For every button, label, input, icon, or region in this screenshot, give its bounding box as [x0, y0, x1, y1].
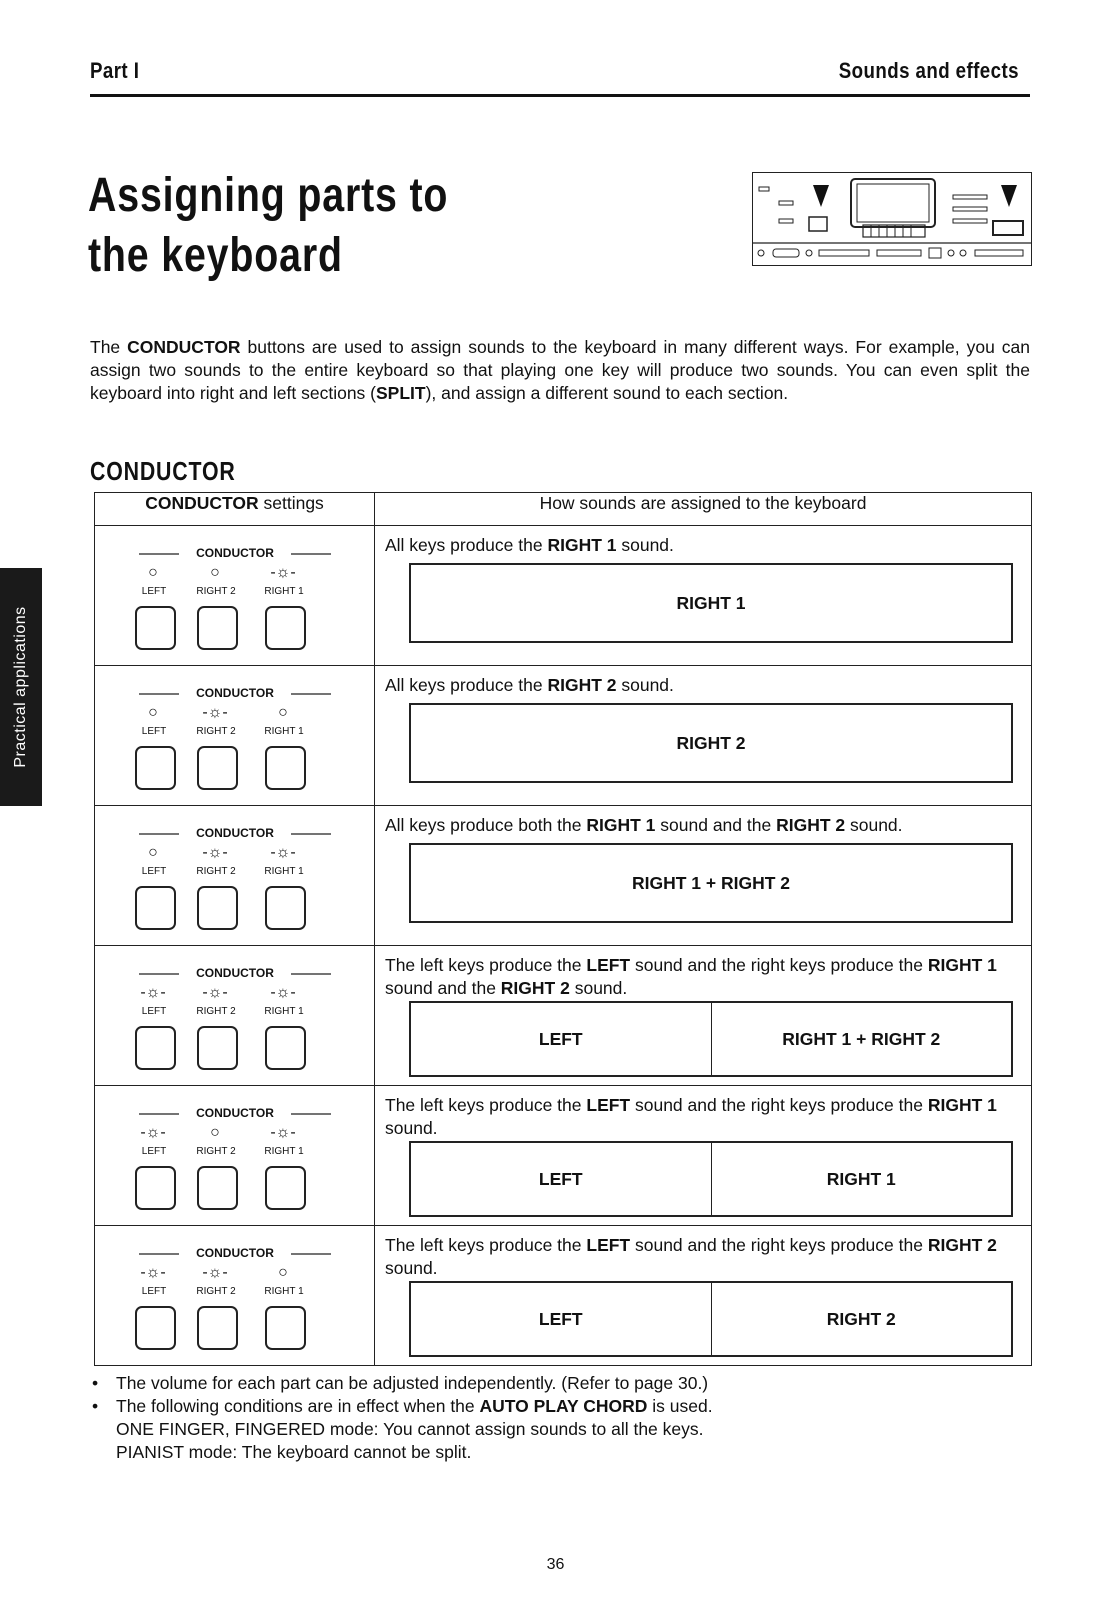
button-label: LEFT: [141, 866, 167, 877]
header-part: Part I: [90, 58, 140, 83]
note-volume: • The volume for each part can be adjusted independently. (Refer to page 30.): [92, 1373, 709, 1393]
conductor-setting-cell: [95, 1226, 375, 1366]
button-label: RIGHT 1: [264, 1286, 304, 1297]
notes: [92, 1372, 1032, 1464]
indicator-off-icon: ○: [148, 564, 158, 581]
keyboard-section-label: RIGHT 2: [676, 732, 746, 753]
button-label: RIGHT 1: [264, 1146, 304, 1157]
conductor-diagram: [135, 820, 335, 935]
conductor-button[interactable]: [135, 606, 176, 650]
assignment-cell: [375, 666, 1032, 806]
indicator-lit-icon: -☼-: [140, 1264, 166, 1281]
assignment-cell: [375, 1226, 1032, 1366]
conductor-button[interactable]: [265, 1166, 306, 1210]
table-header-assignment: How sounds are assigned to the keyboard: [375, 493, 1032, 526]
indicator-off-icon: ○: [210, 1124, 220, 1141]
assignment-description: The left keys produce the LEFT sound and the right keys produce the RIGHT 1 sound.: [385, 1095, 997, 1138]
table-header-settings: CONDUCTOR settings: [95, 493, 375, 526]
table-row: [95, 526, 1032, 666]
page-title-line1: Assigning parts to: [88, 169, 449, 222]
conductor-button[interactable]: [135, 1166, 176, 1210]
conductor-button[interactable]: [197, 1166, 238, 1210]
intro-paragraph: The CONDUCTOR buttons are used to assign sounds to the keyboard in many different ways. For example, you can assign two sounds to the entire keyboard so that playing one key will produce two sounds. You can even split the keyboard into right and left sections (SPLIT), and assign a different sound to each section.: [90, 337, 1030, 403]
section-heading: CONDUCTOR: [90, 456, 236, 486]
conductor-button[interactable]: [265, 606, 306, 650]
conductor-setting-cell: [95, 526, 375, 666]
conductor-label: CONDUCTOR: [196, 966, 274, 980]
conductor-button[interactable]: [197, 886, 238, 930]
conductor-button[interactable]: [265, 1026, 306, 1070]
indicator-lit-icon: -☼-: [270, 844, 296, 861]
page-number: 36: [546, 1556, 565, 1573]
assignment-cell: [375, 526, 1032, 666]
keyboard-section-label: LEFT: [538, 1308, 583, 1329]
conductor-button[interactable]: [265, 746, 306, 790]
keyboard-diagram: [409, 563, 1013, 643]
note-fingered: ONE FINGER, FINGERED mode: You cannot assign sounds to all the keys.: [116, 1419, 704, 1439]
conductor-button[interactable]: [197, 746, 238, 790]
indicator-lit-icon: -☼-: [270, 984, 296, 1001]
conductor-button[interactable]: [265, 886, 306, 930]
conductor-diagram: [135, 1100, 335, 1215]
control-panel-icon: [753, 173, 1031, 265]
note-pianist: PIANIST mode: The keyboard cannot be split.: [116, 1442, 472, 1462]
indicator-off-icon: ○: [278, 704, 288, 721]
assignment-description: All keys produce the RIGHT 1 sound.: [385, 535, 674, 555]
indicator-off-icon: ○: [210, 564, 220, 581]
conductor-label: CONDUCTOR: [196, 686, 274, 700]
button-label: RIGHT 1: [264, 1006, 304, 1017]
keyboard-section-label: RIGHT 2: [711, 1283, 1012, 1355]
button-label: LEFT: [141, 1146, 167, 1157]
conductor-table: [94, 492, 1032, 1366]
keyboard-section-label: RIGHT 1: [676, 592, 746, 613]
table-row: [95, 946, 1032, 1086]
control-panel-illustration: [752, 172, 1032, 266]
button-label: RIGHT 2: [196, 1286, 236, 1297]
assignment-description: All keys produce the RIGHT 2 sound.: [385, 675, 674, 695]
conductor-setting-cell: [95, 946, 375, 1086]
button-label: LEFT: [141, 726, 167, 737]
indicator-lit-icon: -☼-: [202, 1264, 228, 1281]
conductor-button[interactable]: [197, 606, 238, 650]
button-label: RIGHT 2: [196, 1006, 236, 1017]
button-label: LEFT: [141, 1286, 167, 1297]
button-label: RIGHT 2: [196, 866, 236, 877]
conductor-button[interactable]: [135, 1026, 176, 1070]
indicator-lit-icon: -☼-: [202, 704, 228, 721]
keyboard-diagram: [409, 1141, 1013, 1217]
conductor-button[interactable]: [135, 886, 176, 930]
keyboard-diagram: [409, 1001, 1013, 1077]
indicator-off-icon: ○: [278, 1264, 288, 1281]
header-rule: [90, 94, 1030, 97]
table-row: [95, 1226, 1032, 1366]
keyboard-section-label: LEFT: [538, 1168, 583, 1189]
indicator-lit-icon: -☼-: [270, 564, 296, 581]
conductor-setting-cell: [95, 806, 375, 946]
table-header-row: [95, 493, 1032, 526]
page-title-line2: the keyboard: [88, 229, 343, 282]
conductor-diagram: [135, 680, 335, 795]
keyboard-section-label: RIGHT 1 + RIGHT 2: [631, 872, 790, 893]
button-label: LEFT: [141, 1006, 167, 1017]
button-label: RIGHT 2: [196, 726, 236, 737]
button-label: RIGHT 1: [264, 586, 304, 597]
assignment-description: The left keys produce the LEFT sound and the right keys produce the RIGHT 1 sound and the RIGHT 2 sound.: [385, 955, 997, 998]
table-row: [95, 806, 1032, 946]
assignment-cell: [375, 946, 1032, 1086]
button-label: RIGHT 1: [264, 866, 304, 877]
table-row: [95, 666, 1032, 806]
conductor-button[interactable]: [265, 1306, 306, 1350]
indicator-off-icon: ○: [148, 704, 158, 721]
button-label: RIGHT 1: [264, 726, 304, 737]
keyboard-section-label: RIGHT 1: [711, 1143, 1012, 1215]
conductor-diagram: [135, 540, 335, 655]
indicator-off-icon: ○: [148, 844, 158, 861]
side-tab: [0, 568, 42, 806]
conductor-setting-cell: [95, 666, 375, 806]
conductor-button[interactable]: [197, 1306, 238, 1350]
conductor-label: CONDUCTOR: [196, 1246, 274, 1260]
table-row: [95, 1086, 1032, 1226]
conductor-button[interactable]: [135, 1306, 176, 1350]
conductor-label: CONDUCTOR: [196, 826, 274, 840]
button-label: LEFT: [141, 586, 167, 597]
conductor-button[interactable]: [197, 1026, 238, 1070]
keyboard-diagram: [409, 703, 1013, 783]
header-section: Sounds and effects: [838, 58, 1019, 83]
conductor-button[interactable]: [135, 746, 176, 790]
button-label: RIGHT 2: [196, 1146, 236, 1157]
conductor-label: CONDUCTOR: [196, 546, 274, 560]
indicator-lit-icon: -☼-: [140, 1124, 166, 1141]
assignment-description: The left keys produce the LEFT sound and the right keys produce the RIGHT 2 sound.: [385, 1235, 997, 1278]
indicator-lit-icon: -☼-: [270, 1124, 296, 1141]
button-label: RIGHT 2: [196, 586, 236, 597]
conductor-diagram: [135, 960, 335, 1075]
assignment-cell: [375, 806, 1032, 946]
keyboard-diagram: [409, 843, 1013, 923]
keyboard-section-label: LEFT: [538, 1028, 583, 1049]
note-auto-play: • The following conditions are in effect when the AUTO PLAY CHORD is used.: [92, 1396, 713, 1416]
indicator-lit-icon: -☼-: [202, 984, 228, 1001]
side-tab-label: Practical applications: [12, 606, 29, 768]
indicator-lit-icon: -☼-: [140, 984, 166, 1001]
indicator-lit-icon: -☼-: [202, 844, 228, 861]
conductor-label: CONDUCTOR: [196, 1106, 274, 1120]
keyboard-section-label: RIGHT 1 + RIGHT 2: [711, 1003, 1012, 1075]
assignment-description: All keys produce both the RIGHT 1 sound and the RIGHT 2 sound.: [385, 815, 903, 835]
conductor-setting-cell: [95, 1086, 375, 1226]
assignment-cell: [375, 1086, 1032, 1226]
keyboard-diagram: [409, 1281, 1013, 1357]
conductor-diagram: [135, 1240, 335, 1355]
